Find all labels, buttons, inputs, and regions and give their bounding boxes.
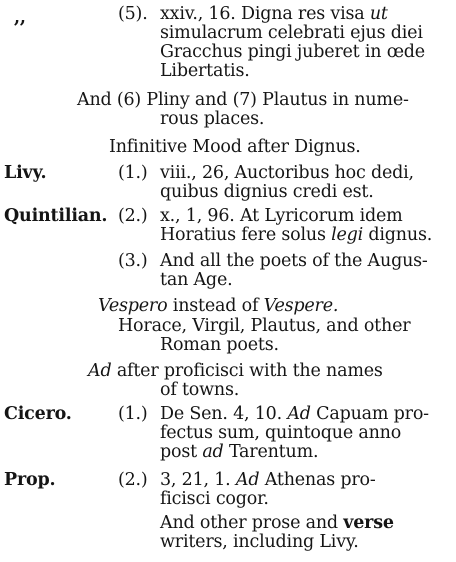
citation-line: quibus dignius credi est. xyxy=(160,182,374,202)
note-line: Horace, Virgil, Plautus, and other xyxy=(118,316,411,336)
citation-line: writers, including Livy. xyxy=(160,532,359,552)
citation-line: And all the poets of the Augus- xyxy=(160,251,428,271)
note-line: rous places. xyxy=(160,109,265,129)
citation-line: 3, 21, 1. Ad Athenas pro- xyxy=(160,470,376,490)
ditto-mark: ,, xyxy=(14,8,26,28)
citation-number: (3.) xyxy=(118,251,148,271)
citation-line: fectus sum, quintoque anno xyxy=(160,423,402,443)
author-label: Cicero. xyxy=(4,404,72,424)
citation-line: tan Age. xyxy=(160,270,233,290)
citation-number: (2.) xyxy=(118,470,148,490)
citation-number: (5). xyxy=(118,4,148,24)
section-heading: Vespero instead of Vespere. xyxy=(98,296,339,316)
citation-line: Libertatis. xyxy=(160,61,250,81)
citation-number: (1.) xyxy=(118,163,148,183)
citation-number: (1.) xyxy=(118,404,148,424)
citation-line: Horatius fere solus legi dignus. xyxy=(160,225,433,245)
author-label: Quintilian. xyxy=(4,206,108,226)
author-label: Livy. xyxy=(4,163,47,183)
section-heading: Infinitive Mood after Dignus. xyxy=(109,137,361,157)
citation-line: post ad Tarentum. xyxy=(160,442,319,462)
citation-line: simulacrum celebrati ejus diei xyxy=(160,23,423,43)
citation-line: viii., 26, Auctoribus hoc dedi, xyxy=(160,163,414,183)
note-line: Roman poets. xyxy=(160,335,279,355)
note-line: of towns. xyxy=(160,380,240,400)
note-line: And (6) Pliny and (7) Plautus in nume- xyxy=(77,90,409,110)
citation-line: And other prose and verse xyxy=(160,513,394,533)
citation-number: (2.) xyxy=(118,206,148,226)
citation-line: Gracchus pingi juberet in œde xyxy=(160,42,425,62)
author-label: Prop. xyxy=(4,470,56,490)
citation-line: ficisci cogor. xyxy=(160,489,269,509)
citation-line: xxiv., 16. Digna res visa ut xyxy=(160,4,388,24)
citation-line: De Sen. 4, 10. Ad Capuam pro- xyxy=(160,404,429,424)
section-heading: Ad after proficisci with the names xyxy=(88,361,383,381)
citation-line: x., 1, 96. At Lyricorum idem xyxy=(160,206,403,226)
